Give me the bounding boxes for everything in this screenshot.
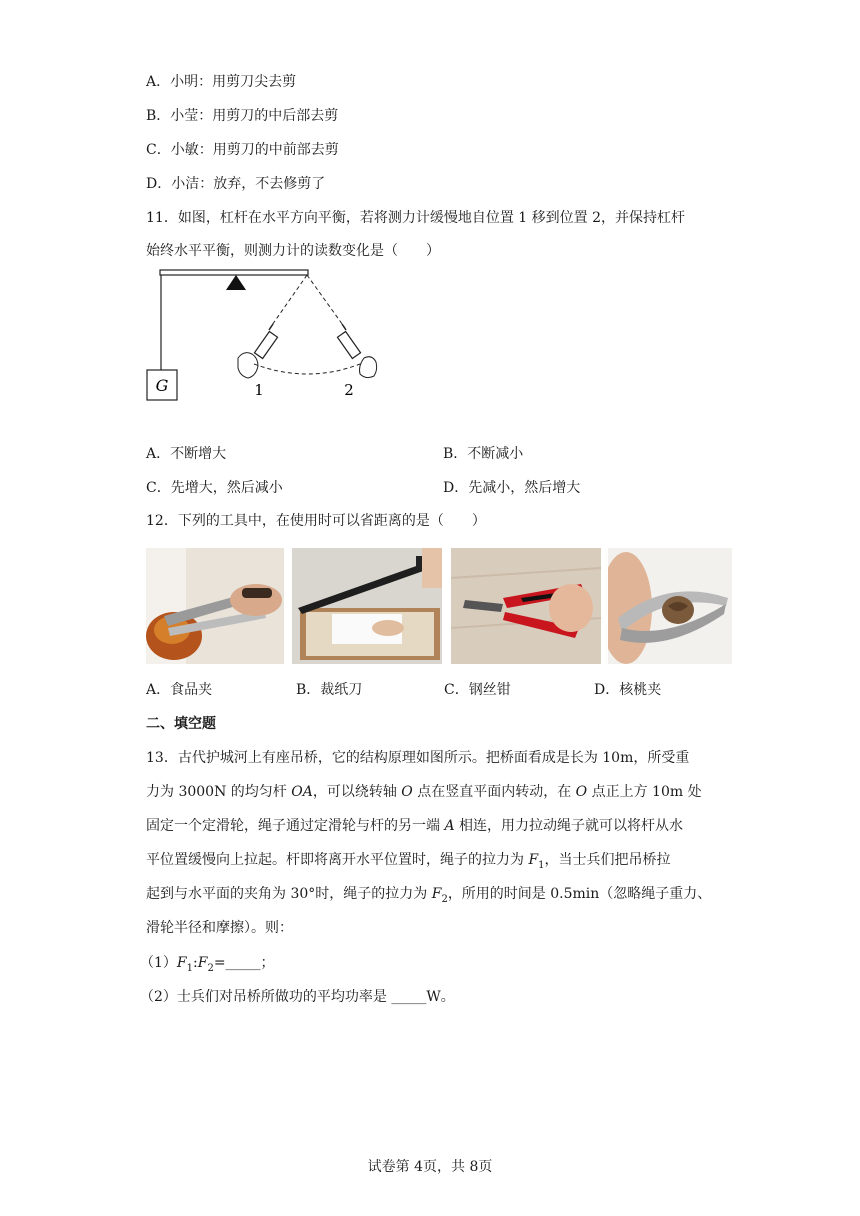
subscript: 2 xyxy=(441,893,448,905)
var-o: O xyxy=(401,784,413,800)
q13-line3 xyxy=(146,816,683,836)
q13-line5-part: 起到与水平面的夹角为 30°时，绳子的拉力为 xyxy=(146,886,432,902)
q10-option-c: C．小敏：用剪刀的中前部去剪 xyxy=(146,142,339,158)
q13-line3-part: 固定一个定滑轮，绳子通过定滑轮与杆的另一端 xyxy=(146,818,445,834)
q13-sub1-prefix: （1） xyxy=(140,955,177,971)
dashed-arc xyxy=(254,364,360,374)
q13-line3-part: 相连，用力拉动绳子就可以将杆从水 xyxy=(454,818,684,834)
photo-wire-pliers xyxy=(451,548,601,664)
subscript: 2 xyxy=(207,962,214,974)
fulcrum xyxy=(226,275,246,290)
q11-option-a: A．不断增大 xyxy=(146,446,227,462)
q11-stem-line2: 始终水平平衡，则测力计的读数变化是（ ） xyxy=(146,243,440,259)
var-f: F xyxy=(197,955,208,971)
subscript: 1 xyxy=(538,859,545,871)
q11-stem-line1: 11．如图，杠杆在水平方向平衡，若将测力计缓慢地自位置 1 移到位置 2，并保持杠杆 xyxy=(146,210,685,226)
q12-option-d: D．核桃夹 xyxy=(594,682,662,698)
page-footer: 试卷第 4页，共 8页 xyxy=(367,1159,493,1175)
q12-option-a: A．食品夹 xyxy=(146,682,213,698)
q12-option-c: C．钢丝钳 xyxy=(444,682,511,698)
spring-scale-2 xyxy=(337,324,360,359)
q11-option-b: B．不断减小 xyxy=(443,446,524,462)
dashed-line-1 xyxy=(270,275,307,328)
photo-food-tongs xyxy=(146,548,284,664)
hand-2 xyxy=(360,357,377,378)
q10-option-b: B．小莹：用剪刀的中后部去剪 xyxy=(146,108,339,124)
weight-label: G xyxy=(155,376,169,395)
var-f: F xyxy=(528,852,539,868)
position-1-label: 1 xyxy=(254,381,264,399)
q12-stem: 12．下列的工具中，在使用时可以省距离的是（ ） xyxy=(146,513,486,529)
subscript: 1 xyxy=(186,962,194,974)
section-heading-fill-in: 二、填空题 xyxy=(146,716,216,732)
q12-option-b: B．裁纸刀 xyxy=(296,682,363,698)
ratio-colon: : xyxy=(193,955,198,971)
q13-line2 xyxy=(146,782,702,802)
q13-line6: 滑轮半径和摩擦）。则： xyxy=(146,920,293,936)
q13-sub1-blank: =_____； xyxy=(213,955,275,971)
q13-line2-part: 力为 3000N 的均匀杆 xyxy=(146,784,292,800)
lever-bar xyxy=(160,270,308,275)
q11-option-d: D．先减小，然后增大 xyxy=(443,480,581,496)
hand-1 xyxy=(238,353,258,378)
q13-sub1 xyxy=(140,953,275,979)
q13-line5-part: ，所用的时间是 0.5min（忽略绳子重力、 xyxy=(447,886,712,902)
q13-line4-part: 平位置缓慢向上拉起。杆即将离开水平位置时，绳子的拉力为 xyxy=(146,852,529,868)
var-f: F xyxy=(176,955,187,971)
photo-paper-cutter xyxy=(292,548,442,664)
q10-option-d: D．小洁：放弃，不去修剪了 xyxy=(146,176,326,192)
q13-line4-part: ，当士兵们把吊桥拉 xyxy=(544,852,671,868)
var-oa: OA xyxy=(291,784,313,800)
q13-line1: 13．古代护城河上有座吊桥，它的结构原理如图所示。把桥面看成是长为 10m，所受重 xyxy=(146,750,690,766)
q13-line2-part: 点在竖直平面内转动，在 xyxy=(412,784,576,800)
var-o: O xyxy=(575,784,588,800)
var-f: F xyxy=(431,886,442,902)
q11-option-c: C．先增大，然后减小 xyxy=(146,480,283,496)
dashed-line-2 xyxy=(307,275,345,328)
spring-scale-1 xyxy=(254,324,277,359)
q13-line2-part: ，可以绕转轴 xyxy=(312,784,402,800)
position-2-label: 2 xyxy=(344,381,354,399)
q13-line5 xyxy=(146,884,711,910)
lever-diagram xyxy=(140,266,400,406)
q10-option-a: A．小明：用剪刀尖去剪 xyxy=(146,74,297,90)
q13-line2-part: 点正上方 10m 处 xyxy=(587,784,702,800)
var-a: A xyxy=(444,818,455,834)
q13-line4 xyxy=(146,850,671,876)
photo-nutcracker xyxy=(608,548,732,664)
q13-sub2: （2）士兵们对吊桥所做功的平均功率是 _____W。 xyxy=(140,989,455,1005)
